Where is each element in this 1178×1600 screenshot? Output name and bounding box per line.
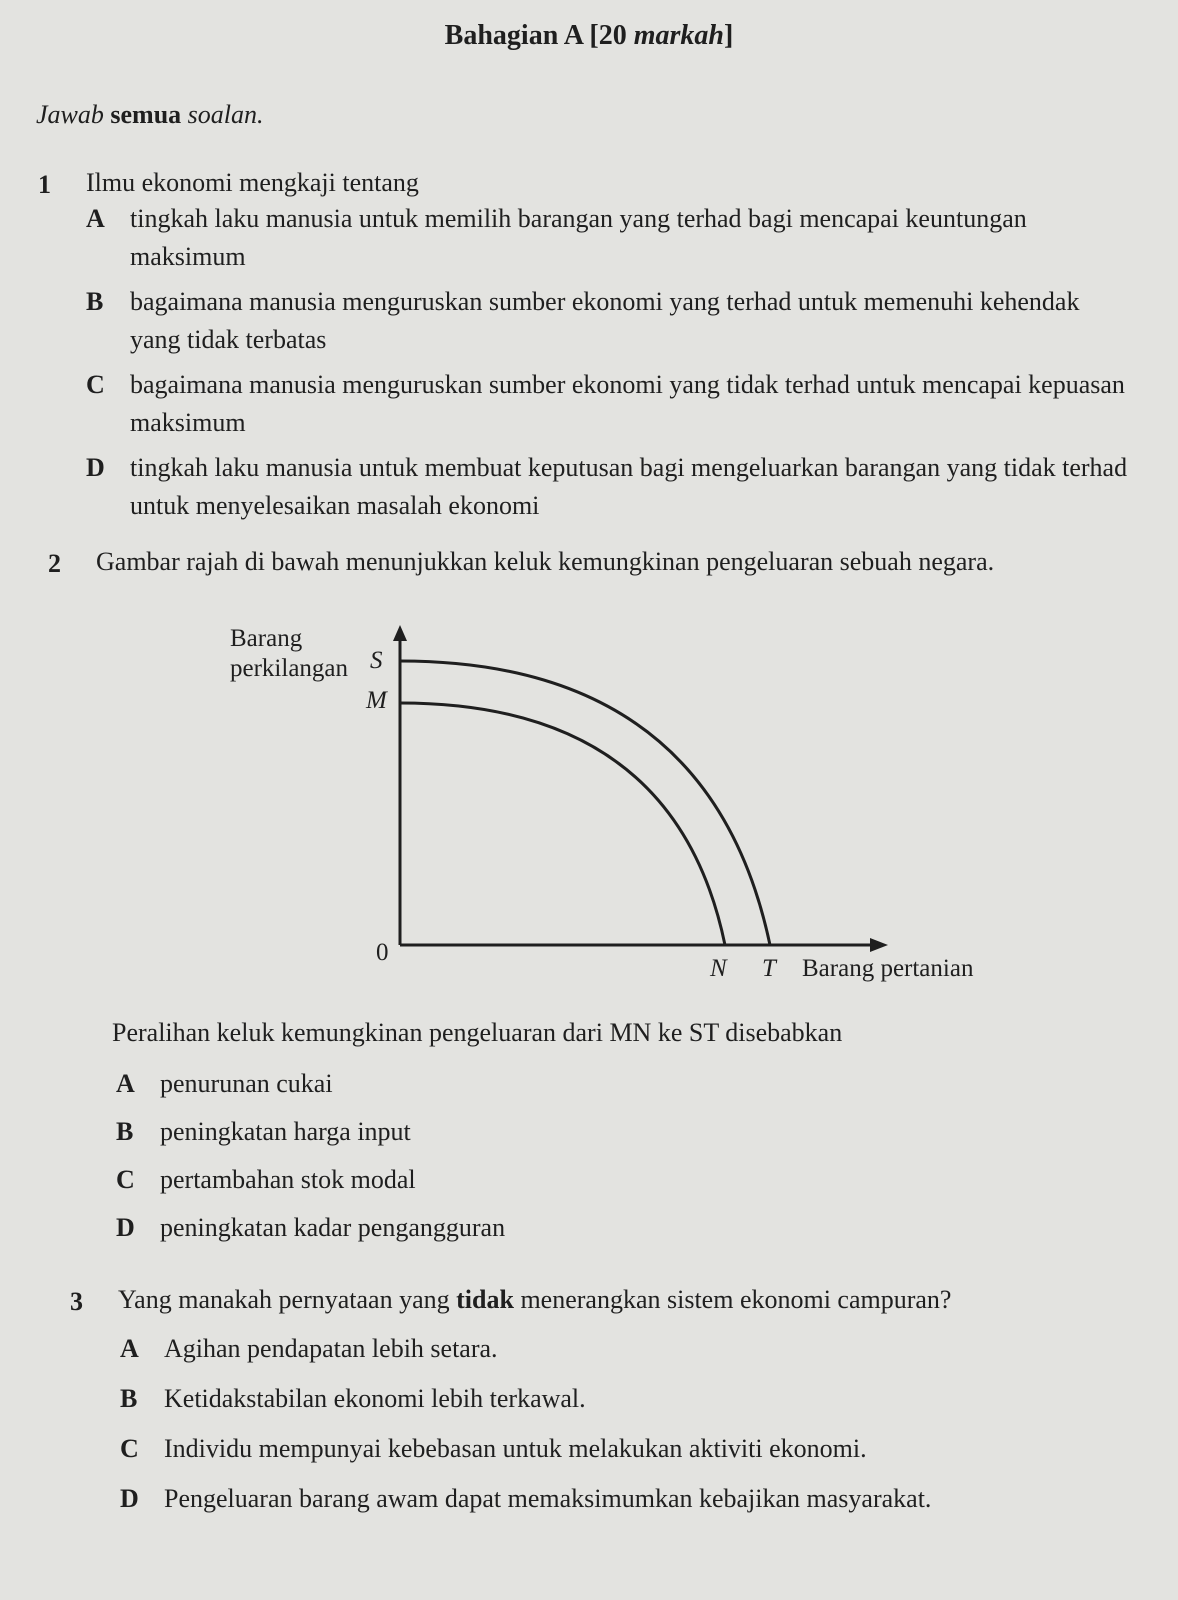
question-2-option-b[interactable]: [116, 1113, 916, 1151]
question-3-option-a[interactable]: [120, 1330, 1070, 1368]
point-s-label: S: [370, 647, 383, 674]
question-3-option-b[interactable]: [120, 1380, 1070, 1418]
question-3-stem-before: Yang manakah pernyataan yang: [118, 1285, 457, 1314]
instruction-part1: Jawab: [36, 100, 104, 129]
option-letter: D: [120, 1484, 139, 1513]
option-letter: D: [116, 1213, 135, 1242]
question-3-stem-after: menerangkan sistem ekonomi campuran?: [513, 1285, 952, 1314]
y-axis-label-line2: perkilangan: [230, 655, 349, 682]
option-text: Agihan pendapatan lebih setara.: [164, 1334, 498, 1363]
option-text: peningkatan harga input: [160, 1117, 411, 1146]
option-text: bagaimana manusia menguruskan sumber ekonomi yang tidak terhad untuk mencapai kepuasan maksimum: [130, 370, 1125, 437]
point-n-label: N: [710, 955, 727, 982]
marks-open: [20: [589, 20, 634, 51]
option-text: pertambahan stok modal: [160, 1165, 416, 1194]
marks-close: ]: [723, 20, 734, 51]
point-t-label: T: [762, 955, 776, 982]
y-axis-label-line1: Barang: [230, 625, 303, 652]
question-3-stem-bold: tidak: [456, 1285, 514, 1314]
option-letter: A: [120, 1334, 139, 1363]
question-1-option-d[interactable]: [86, 449, 1136, 525]
ppc-diagram: [220, 625, 1020, 990]
question-3-option-c[interactable]: [120, 1430, 1070, 1468]
question-2-number: 2: [48, 549, 61, 578]
option-letter: B: [116, 1117, 134, 1146]
question-2-option-a[interactable]: [116, 1065, 916, 1103]
instruction: [36, 100, 264, 130]
option-text: Individu mempunyai kebebasan untuk melakukan aktiviti ekonomi.: [164, 1434, 867, 1463]
option-letter: C: [120, 1434, 139, 1463]
question-3-number: 3: [70, 1287, 83, 1316]
question-2-option-d[interactable]: [116, 1209, 916, 1247]
option-text: Pengeluaran barang awam dapat memaksimumkan kebajikan masyarakat.: [164, 1484, 932, 1513]
question-2-prompt: Peralihan keluk kemungkinan pengeluaran dari MN ke ST disebabkan: [112, 1018, 843, 1047]
marks-word: markah: [633, 20, 724, 51]
section-title: [0, 20, 1178, 52]
question-1-option-a[interactable]: [86, 200, 1136, 276]
point-m-label: M: [366, 687, 387, 714]
curve-mn: [400, 703, 725, 945]
option-text: peningkatan kadar pengangguran: [160, 1213, 506, 1242]
question-2-stem: Gambar rajah di bawah menunjukkan keluk kemungkinan pengeluaran sebuah negara.: [96, 547, 995, 576]
y-axis-arrow: [393, 625, 407, 641]
option-text: tingkah laku manusia untuk membuat keputusan bagi mengeluarkan barangan yang tidak terhad untuk menyelesaikan masalah ekonomi: [130, 453, 1128, 520]
x-axis-label: Barang pertanian: [802, 955, 974, 982]
instruction-part2: semua: [110, 100, 182, 129]
option-letter: B: [120, 1384, 138, 1413]
question-1-option-c[interactable]: [86, 366, 1136, 442]
instruction-part3: soalan.: [187, 100, 264, 129]
option-text: Ketidakstabilan ekonomi lebih terkawal.: [164, 1384, 586, 1413]
option-letter: A: [86, 204, 105, 233]
origin-label: 0: [376, 939, 389, 966]
section-name: Bahagian A: [444, 20, 583, 51]
question-1-option-b[interactable]: [86, 283, 1136, 359]
option-text: penurunan cukai: [160, 1069, 333, 1098]
option-letter: C: [86, 370, 105, 399]
option-text: tingkah laku manusia untuk memilih barangan yang terhad bagi mencapai keuntungan maksimum: [130, 204, 1027, 271]
x-axis-arrow: [870, 938, 888, 952]
question-1-number: 1: [38, 170, 51, 199]
question-3-stem: [118, 1285, 951, 1315]
question-1-stem: Ilmu ekonomi mengkaji tentang: [86, 168, 419, 197]
question-2-option-c[interactable]: [116, 1161, 916, 1199]
question-3-option-d[interactable]: [120, 1480, 1070, 1518]
option-letter: C: [116, 1165, 135, 1194]
option-text: bagaimana manusia menguruskan sumber ekonomi yang terhad untuk memenuhi kehendak yang tidak terbatas: [130, 287, 1080, 354]
option-letter: A: [116, 1069, 135, 1098]
option-letter: B: [86, 287, 104, 316]
option-letter: D: [86, 453, 105, 482]
